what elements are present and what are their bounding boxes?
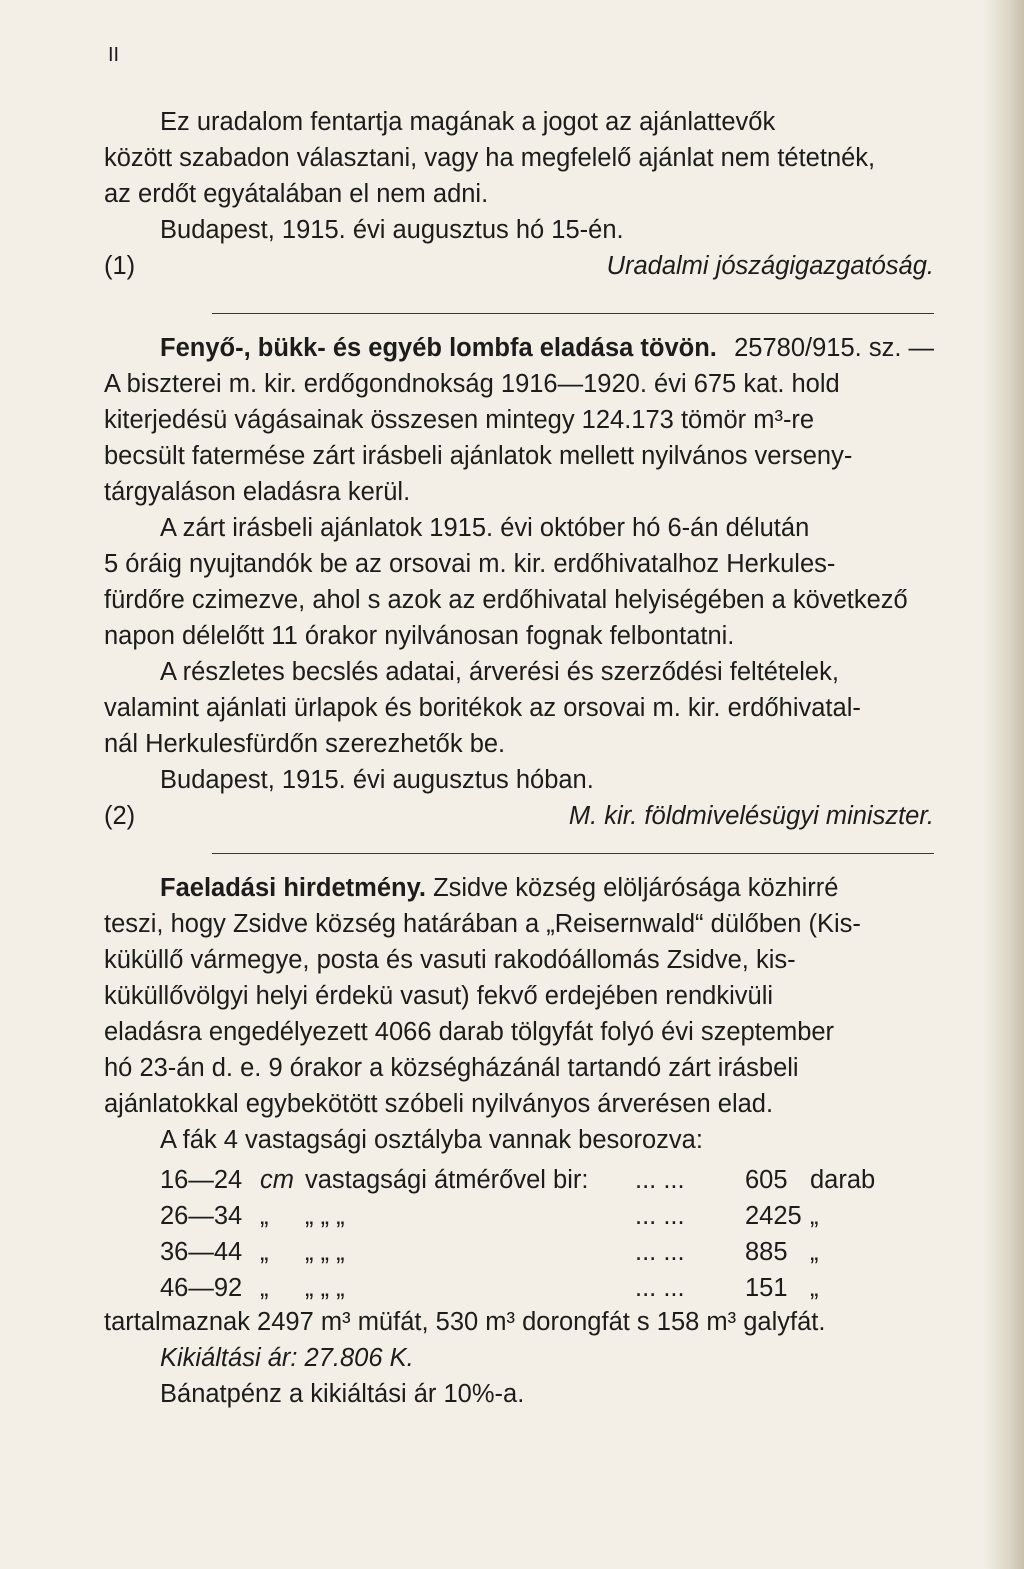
table-cell-dots: ... ... xyxy=(635,1166,685,1194)
notice-3 xyxy=(104,870,934,1158)
separator-rule xyxy=(212,313,934,314)
table-cell-desc: „ „ „ xyxy=(305,1238,345,1266)
table-row xyxy=(160,1162,900,1198)
table-cell-suffix: „ xyxy=(810,1274,819,1302)
notice-3-line: eladásra engedélyezett 4066 darab tölgyfát folyó évi szeptember xyxy=(104,1018,835,1046)
separator-rule xyxy=(212,853,934,854)
table-cell-count: 2425 xyxy=(745,1202,802,1230)
table-cell-desc: „ „ „ xyxy=(305,1202,345,1230)
notice-2-line: Budapest, 1915. évi augusztus hóban. xyxy=(160,766,594,794)
notice-1-line: Ez uradalom fentartja magának a jogot az ajánlattevők xyxy=(160,108,776,136)
table-cell-desc: „ „ „ xyxy=(305,1274,345,1302)
table-cell-desc: vastagsági átmérővel bir: xyxy=(305,1166,589,1194)
notice-2-line: A zárt irásbeli ajánlatok 1915. évi október hó 6-án délután xyxy=(160,514,810,542)
table-row xyxy=(160,1234,900,1270)
table-cell-suffix: „ xyxy=(810,1202,819,1230)
notice-2-line: valamint ajánlati ürlapok és boritékok az orsovai m. kir. erdőhivatal- xyxy=(104,694,861,722)
table-row xyxy=(160,1198,900,1234)
notice-2-line: 5 óráig nyujtandók be az orsovai m. kir. erdőhivatalhoz Herkules- xyxy=(104,550,836,578)
notice-2-line: A részletes becslés adatai, árverési és szerződési feltételek, xyxy=(160,658,839,686)
notice-3-title: Faeladási hirdetmény. xyxy=(160,874,426,902)
contains-line: tartalmaznak 2497 m³ müfát, 530 m³ dorongfát s 158 m³ galyfát. xyxy=(104,1308,826,1336)
notice-1-line: az erdőt egyátalában el nem adni. xyxy=(104,180,489,208)
table-cell-count: 605 xyxy=(745,1166,788,1194)
table-cell-dots: ... ... xyxy=(635,1202,685,1230)
table-cell-range: 36—44 xyxy=(160,1238,243,1266)
table-cell-dots: ... ... xyxy=(635,1238,685,1266)
notice-1 xyxy=(104,104,934,284)
table-cell-unit: „ xyxy=(260,1238,269,1266)
table-cell-count: 885 xyxy=(745,1238,788,1266)
notice-2-line: fürdőre czimezve, ahol s azok az erdőhivatal helyiségében a következő xyxy=(104,586,908,614)
notice-1-signature-row xyxy=(104,248,934,284)
notice-2-line: tárgyaláson eladásra kerül. xyxy=(104,478,411,506)
table-cell-suffix: „ xyxy=(810,1238,819,1266)
notice-2-body xyxy=(104,366,934,798)
table-cell-unit: „ xyxy=(260,1202,269,1230)
notice-2-number: 25780/915. sz. — xyxy=(734,334,934,362)
notice-2-line: napon délelőtt 11 órakor nyilvánosan fognak felbontatni. xyxy=(104,622,735,650)
table-row xyxy=(160,1270,900,1306)
notice-3-footer xyxy=(104,1304,934,1412)
notice-2-heading xyxy=(104,330,934,366)
table-cell-suffix: darab xyxy=(810,1166,876,1194)
notice-3-line: küküllő vármegye, posta és vasuti rakodóállomás Zsidve, kis- xyxy=(104,946,796,974)
notice-3-line: ajánlatokkal egybekötött szóbeli nyilványos árverésen elad. xyxy=(104,1090,774,1118)
notice-3-line: teszi, hogy Zsidve község határában a „Reisernwald“ dülőben (Kis- xyxy=(104,910,861,938)
notice-2-line: A biszterei m. kir. erdőgondnokság 1916—1920. évi 675 kat. hold xyxy=(104,370,840,398)
page-edge-shadow xyxy=(984,0,1024,1569)
notice-2 xyxy=(104,330,934,834)
table-cell-range: 16—24 xyxy=(160,1166,243,1194)
table-cell-unit: cm xyxy=(260,1166,294,1194)
notice-1-ref: (1) xyxy=(104,252,136,280)
notice-3-line: küküllővölgyi helyi érdekü vasut) fekvő erdejében rendkivüli xyxy=(104,982,774,1010)
notice-2-ref: (2) xyxy=(104,802,136,830)
notice-3-line: A fák 4 vastagsági osztályba vannak besorozva: xyxy=(160,1126,703,1154)
deposit-line: Bánatpénz a kikiáltási ár 10%-a. xyxy=(160,1380,525,1408)
notice-2-line: kiterjedésü vágásainak összesen mintegy 124.173 tömör m³-re xyxy=(104,406,815,434)
table-cell-range: 26—34 xyxy=(160,1202,243,1230)
starting-price: Kikiáltási ár: 27.806 K. xyxy=(160,1344,414,1372)
notice-2-title: Fenyő-, bükk- és egyéb lombfa eladása tövön. xyxy=(160,334,717,362)
notice-2-line: nál Herkulesfürdőn szerezhetők be. xyxy=(104,730,506,758)
notice-3-line: hó 23-án d. e. 9 órakor a községházánál tartandó zárt irásbeli xyxy=(104,1054,799,1082)
table-cell-range: 46—92 xyxy=(160,1274,243,1302)
notice-1-line: között szabadon választani, vagy ha megfelelő ajánlat nem tétetnék, xyxy=(104,144,876,172)
notice-3-first-line: Faeladási hirdetmény. Zsidve község elöljárósága közhirré xyxy=(160,874,839,902)
table-cell-unit: „ xyxy=(260,1274,269,1302)
notice-2-signature: M. kir. földmivelésügyi miniszter. xyxy=(568,802,934,830)
notice-2-signature-row xyxy=(104,798,934,834)
notice-3-body xyxy=(104,906,934,1158)
notice-1-place-date: Budapest, 1915. évi augusztus hó 15-én. xyxy=(160,216,624,244)
table-cell-count: 151 xyxy=(745,1274,788,1302)
table-cell-dots: ... ... xyxy=(635,1274,685,1302)
notice-2-line: becsült fatermése zárt irásbeli ajánlatok mellett nyilvános verseny- xyxy=(104,442,853,470)
notice-1-signature: Uradalmi jószágigazgatóság. xyxy=(606,252,934,280)
page-number: II xyxy=(108,44,120,66)
